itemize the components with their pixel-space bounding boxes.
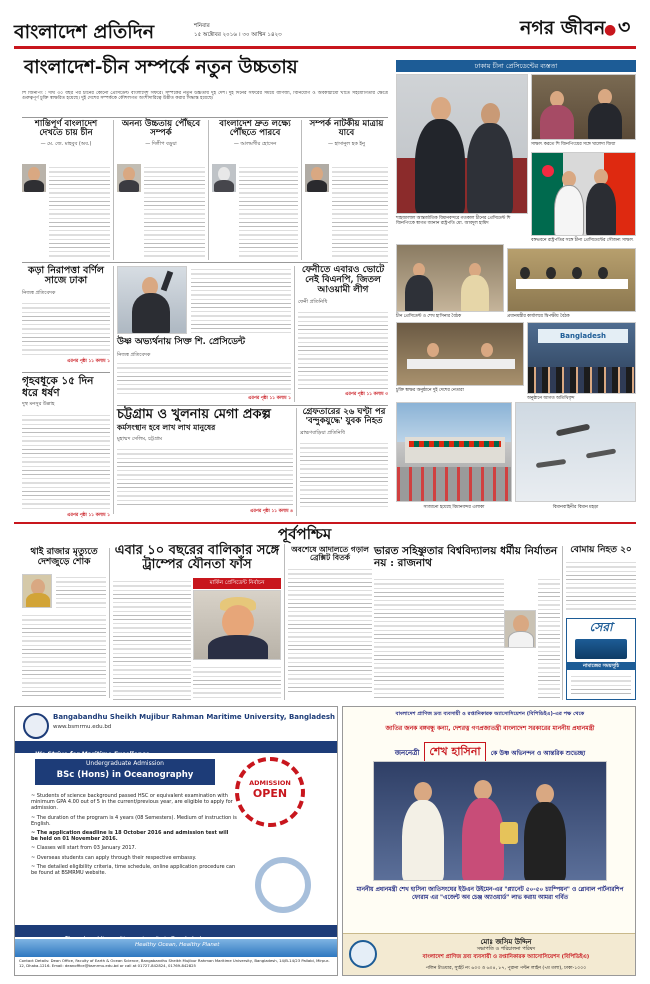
photo-caption: চীন প্রেসিডেন্ট ও শেখ হাসিনার বৈঠক: [396, 314, 462, 319]
tagline: We Strive for Maritime Excellence: [35, 751, 150, 758]
story-title: উষ্ণ অভ্যর্থনায় সিক্ত শি. প্রেসিডেন্ট: [117, 337, 246, 347]
photo-caption: সাক্ষাৎ করতে শি জিনপিংয়ের সঙ্গে খালেদা জিয়া: [531, 142, 616, 147]
bullet: ~ The duration of the program is 4 years (08 Semesters). Medium of instruction is English.: [31, 814, 237, 827]
author-photo: [22, 164, 46, 192]
divider: [22, 262, 388, 263]
photo-caption: শাহজালাল আন্তর্জাতিক বিমানবন্দরে গতকাল চীনের প্রেসিডেন্ট শি জিনপিংকে স্বাগত জানান রাষ্ট্রপতি মো. আবদুল হামিদ: [396, 216, 511, 227]
photo-caption: প্রধানমন্ত্রীর কার্যালয়ে দ্বিপক্ষীয় বৈঠক: [507, 314, 570, 319]
story-trump: [113, 544, 281, 700]
col-rule: [109, 548, 110, 698]
signer-block: [343, 933, 635, 975]
org-name: বাংলাদেশ প্রাণিজ দ্রব্য ব্যবসায়ী ও রপ্তানিকারক অ্যাসোসিয়েশন (বিপিডিইএ): [422, 954, 590, 960]
thai-king-photo: [22, 574, 52, 608]
story-title: গৃহবধূকে ১৫ দিন ধরে ধর্ষণ: [22, 375, 94, 399]
bullet: ~ Classes will start from 03 January 2017.: [31, 845, 137, 852]
story-body: [22, 412, 110, 512]
story-body: [22, 300, 110, 358]
issue-date: ১৫ অক্টোবর ২০১৬ । ৩০ আশ্বিন ১৪২৩: [194, 32, 282, 38]
divider: [22, 117, 388, 118]
footer-bar: [15, 925, 337, 937]
page-number: ৩: [618, 16, 631, 38]
ship-wheel-icon: [255, 857, 311, 913]
story-body: [193, 664, 281, 700]
photo-caption: চুক্তি স্বাক্ষর অনুষ্ঠানে দুই দেশের নেতারা: [396, 388, 464, 393]
story-title: ফেনীতে এবারও ভোটে নেই বিএনপি, জিতল আওয়ামী লীগ: [301, 265, 385, 295]
ad-sub: নামাজের সময়সূচি: [567, 662, 635, 670]
bilateral-meeting-photo: [507, 248, 636, 312]
story-subtitle: কর্মসংস্থান হবে লাখ লাখ মানুষের: [117, 423, 216, 433]
col-rule: [208, 120, 209, 260]
story-title: কড়া নিরাপত্তা বর্ণিল সাজে ঢাকা: [28, 265, 104, 287]
award-photo: [373, 761, 607, 881]
story-body: [298, 309, 388, 391]
masthead-rule: [14, 46, 636, 49]
opinion-col: [22, 120, 110, 260]
section2-title: পূর্বপশ্চিম: [270, 526, 339, 543]
banner-intro: শি জিনপিং : দীর্ঘ ৩০ বছর পর চীনের কোনো প্রেসিডেন্ট বাংলাদেশ সফরে। সম্পর্কের নতুন উচ্চতায় দুই দেশ। দুই দিনের সফরের সময়ে বাণিজ্য, বিনিয়োগ ও অবকাঠামো খাতে সহযোগিতার ক্ষেত্রে গুরুত্বপূর্ণ চুক্তি স্বাক্ষরিত হয়েছে। দুই দেশের সম্পর্ককে কৌশলগত অংশীদারিত্বে উন্নীত করার সিদ্ধান্ত হয়েছে।: [22, 91, 388, 102]
story-byline: ফেনী প্রতিনিধি: [298, 298, 328, 305]
col-rule: [301, 120, 302, 260]
opinion-col: [117, 120, 205, 260]
photo-tag-text: ঢাকায় চীনা প্রেসিডেন্টের ব্যস্ততা: [474, 62, 558, 70]
story-awami: [298, 266, 388, 402]
org-logo-icon: [349, 940, 377, 968]
prayer-times: [571, 673, 631, 697]
opinion-col: [305, 120, 388, 260]
ad-top: বাংলাদেশ প্রাণিজ দ্রব্য ব্যবসায়ী ও রপ্তানিকারক অ্যাসোসিয়েশন (বিপিডিইএ)-এর পক্ষ থেকে: [395, 711, 585, 717]
story-bomb: [566, 546, 636, 616]
photo-caption: সাজানো হয়েছে বিমানবন্দর এলাকা: [423, 505, 485, 510]
program-title: BSc (Hons) in Oceanography: [56, 770, 194, 780]
story-byline: নিজস্ব প্রতিবেদক: [22, 289, 56, 296]
program-head: Undergraduate Admission: [86, 760, 164, 767]
name-box: শেখ হাসিনা: [424, 742, 485, 763]
name-pre: জননেত্রী: [394, 749, 420, 757]
ad-brand: সেরা: [589, 620, 613, 634]
opinion-title: শান্তিপূর্ণ বাংলাদেশ দেখতে চায় চীন: [34, 119, 98, 139]
section-title: নগর জীবন: [520, 17, 606, 39]
author-photo: [305, 164, 329, 192]
org-address: পলিন টাওয়ার, স্যুইট নং ৬০৩ ও ৬০৪, ৮৭, পুরানা পল্টন লাইন (৭ম তলা), ঢাকা-১০০০: [425, 966, 587, 971]
trump-photo-tag: [193, 578, 281, 589]
university-ad: [14, 706, 338, 976]
stamp-top: ADMISSION: [249, 779, 291, 787]
story-brexit: [288, 546, 372, 700]
contact-details: Contact Details: Dean Office, Faculty of Earth & Ocean Science, Bangabandhu Sheikh Mujibur Rahman Maritime University, Bangladesh, 14/B-14/23 Pallabi, Mirpur-12, Dhaka-1216. Email: deanoffice@bsmrmu.edu.bd or call at 01727-842824, 01769-842825: [19, 958, 330, 968]
continued-label: এরপর পৃষ্ঠা ১১ কলাম ১: [248, 396, 291, 401]
story-body: [191, 266, 291, 334]
opinion-title: বাংলাদেশ দ্রুত লক্ষ্যে পৌঁছতে পারবে: [219, 119, 291, 139]
opinion-body: [144, 164, 205, 260]
issue-day: শনিবার: [194, 23, 210, 29]
requirements: [31, 793, 237, 876]
program-box: [35, 759, 215, 785]
col-rule: [113, 120, 114, 260]
page-dot: ●: [604, 22, 617, 38]
story-byline: নিজস্ব প্রতিবেদক: [117, 352, 151, 358]
opinion-columns: [22, 120, 388, 260]
story-title: ভারত সহিষ্ণুতার বিশ্ববিদ্যালয় ধর্মীয় নির্যাতন নয় : রাজনাথ: [374, 545, 558, 569]
story-thai: [22, 548, 106, 698]
col-rule: [284, 544, 285, 700]
story-title: এবার ১০ বছরের বালিকার সঙ্গে ট্রাম্পের যৌনতা ফাঁস: [114, 543, 280, 573]
tag-text: মার্কিন প্রেসিডেন্ট নির্বাচন: [209, 580, 265, 586]
story-arrest: [300, 408, 388, 516]
story-rape: [22, 375, 110, 519]
photo-caption: বিমানবাহিনীর বিমান মহড়া: [552, 505, 599, 510]
opinion-title: সম্পর্ক নাটকীয় মাত্রায় যাবে: [309, 119, 384, 139]
univ-web: www.bsmrmu.edu.bd: [53, 724, 112, 730]
photo-tag: [396, 60, 636, 72]
rajnath-photo: [504, 610, 536, 648]
story-ctg: [117, 408, 293, 516]
story-body: [288, 566, 372, 692]
banner-text: Bangladesh: [559, 332, 607, 340]
xi-waving-photo: [117, 266, 187, 334]
opinion-byline: — মে. জে. মাহবুব (অব.): [40, 140, 92, 147]
photo-caption: বঙ্গভবনে রাষ্ট্রপতির সঙ্গে চীনা প্রেসিডেন্টের সৌজন্য সাক্ষাৎ: [531, 238, 634, 243]
opinion-byline: — দিলীপ বড়ুয়া: [145, 140, 177, 147]
stamp-bottom: OPEN: [252, 787, 288, 800]
airport-welcome-photo: [396, 74, 528, 214]
story-body: [566, 559, 636, 611]
handshake-flags-photo: [531, 152, 636, 236]
masthead: [14, 8, 636, 48]
tagline-bar: [15, 741, 337, 758]
pm-meeting-photo: [396, 244, 504, 312]
col-rule: [562, 546, 563, 700]
col-rule: [296, 408, 297, 516]
planet-text: Healthy Ocean, Healthy Planet: [135, 942, 220, 948]
signing-photo: [396, 322, 524, 386]
product-image: [575, 639, 627, 659]
section2-rule: [14, 522, 636, 524]
story-security: [22, 266, 110, 370]
col-rule: [113, 266, 114, 514]
prayer-ad: [566, 618, 636, 700]
story-title: অবশেষে আদালতে গড়াল ব্রেক্সিট বিতর্ক: [291, 545, 369, 563]
opinion-body: [239, 164, 298, 260]
col-rule: [294, 266, 295, 402]
story-body: [113, 578, 191, 700]
story-body: [538, 576, 560, 700]
bullet: ~ Students of science background passed HSC or equivalent examination with minimum GPA 4.00 out of 5 in the current/previous year, are eligible to apply for admission.: [31, 793, 233, 812]
congrats-ad: [342, 706, 636, 976]
story-welcome: [117, 266, 291, 402]
admission-stamp: [235, 757, 305, 827]
trump-photo: [193, 590, 281, 660]
continued-label: এরপর পৃষ্ঠা ১১ কলাম ৩: [345, 391, 388, 397]
bangladesh-banner: [538, 329, 628, 343]
story-body: [300, 440, 388, 510]
opinion-byline: — হাসানুল হক ইনু: [327, 140, 366, 147]
signer-title: সভাপতি ও পরিচালনা পরিষদ: [476, 946, 536, 952]
story-body: [117, 446, 293, 508]
univ-name: Bangabandhu Sheikh Mujibur Rahman Maritime University, Bangladesh: [53, 713, 336, 721]
khaleda-meeting-photo: [531, 74, 636, 140]
story-body: [56, 574, 106, 608]
story-byline: দুস্থ মনসুর উল্লাহ: [22, 401, 55, 408]
ad-body: মাননীয় প্রধানমন্ত্রী শেখ হাসিনা জাতিসংঘের ইউএন উইমেন-এর "প্ল্যানেট ৫০-৫০ চ্যাম্পিয়ন" ও গ্লোবাল পার্টনারশিপ ফোরাম এর "এজেন্ট অব চেঞ্জ অ্যাওয়ার্ড" লাভ করায় আমরা গর্বিত: [356, 887, 624, 901]
story-title: গ্রেফতারের ২৬ ঘণ্টা পর 'বন্দুকযুদ্ধে' যুবক নিহত: [302, 407, 386, 427]
story-title: থাই রাজার মৃত্যুতে দেশজুড়ে শোক: [30, 547, 98, 567]
bullet: ~ Overseas students can apply through their respective embassy.: [31, 854, 197, 861]
photo-caption: অনুষ্ঠানে আগত অতিথিবৃন্দ: [527, 396, 575, 401]
story-byline: মুহাম্মদ সেলিম, চট্টগ্রাম: [117, 435, 163, 442]
opinion-col: [212, 120, 298, 260]
story-body: [117, 360, 291, 394]
univ-logo-icon: [23, 713, 49, 739]
bullet: ~ The detailed eligibility criteria, time schedule, online application procedure can be found at BSMRMU website.: [31, 863, 236, 877]
story-india: [374, 546, 560, 700]
story-byline: ব্রাহ্মণবাড়িয়া প্রতিনিধি: [300, 429, 345, 436]
continued-label: এরপর পৃষ্ঠা ১১ কলাম ১: [67, 358, 110, 364]
author-photo: [212, 164, 236, 192]
continued-label: এরপর পৃষ্ঠা ১১ কলাম ৪: [250, 508, 293, 514]
name-post: কে উষ্ণ অভিনন্দন ও আন্তরিক শুভেচ্ছা: [490, 750, 586, 757]
divider: [22, 372, 110, 373]
story-body: [374, 576, 504, 700]
signer-name: মোঃ জসিম উদ্দিন: [480, 938, 532, 946]
story-title: চট্টগ্রাম ও খুলনায় মেগা প্রকল্প: [117, 407, 271, 422]
author-photo: [117, 164, 141, 192]
divider: [117, 405, 388, 406]
bullet: ~ The application deadline is 18 October 2016 and admission test will be held on 01 November 2016.: [31, 830, 229, 843]
ad-line2: জাতির জনক বঙ্গবন্ধু কন্যা, দেশরত্ন গণপ্রজাতন্ত্রী বাংলাদেশ সরকারের মাননীয় প্রধানমন্ত্রী: [385, 725, 595, 732]
hasina-line: [347, 740, 633, 763]
continued-label: এরপর পৃষ্ঠা ১১ কলাম ১: [67, 513, 110, 519]
newspaper-logo: বাংলাদেশ প্রতিদিন: [14, 21, 155, 43]
story-title: বোমায় নিহত ২০: [570, 545, 632, 555]
opinion-body: [332, 164, 388, 260]
ocean-graphic: [15, 939, 337, 957]
opinion-title: অনন্য উচ্চতায় পৌঁছবে সম্পর্ক: [121, 119, 201, 139]
opinion-body: [49, 164, 110, 260]
opinion-byline: — আলমগীর হোসেন: [233, 140, 277, 147]
story-body: [22, 612, 106, 698]
airport-decoration-photo: [396, 402, 512, 502]
banner-headline: বাংলাদেশ-চীন সম্পর্কে নতুন উচ্চতায়: [24, 57, 298, 78]
event-photo: [527, 322, 636, 394]
aircraft-show-photo: [515, 402, 636, 502]
